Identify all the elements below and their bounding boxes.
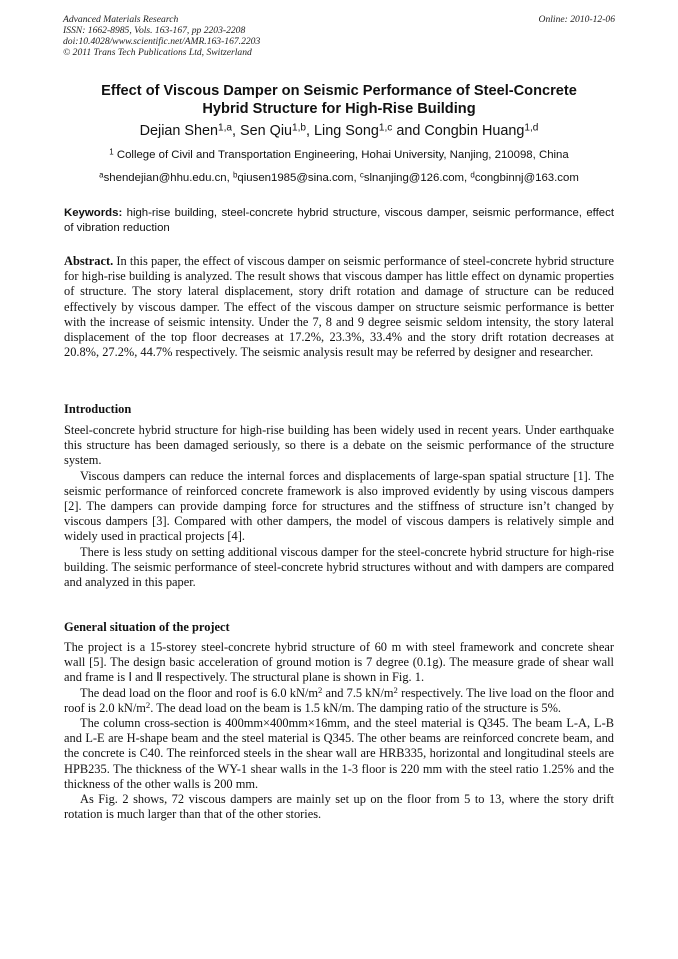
email-superscript: c: [359, 170, 364, 180]
email-address[interactable]: shendejian@hhu.edu.cn: [103, 172, 227, 184]
paragraph: There is less study on setting additional viscous damper for the steel-concrete hybrid structure for high-rise building. The seismic performance of steel-concrete hybrid structures without and with dampers are compared and analyzed in this paper.: [64, 544, 614, 590]
email-superscript: b: [232, 170, 238, 180]
introduction-heading: Introduction: [64, 402, 132, 416]
title-line-1: Effect of Viscous Damper on Seismic Performance of Steel-Concrete: [101, 83, 577, 99]
email-separator: ,: [464, 172, 471, 184]
unit-superscript: 2: [318, 684, 323, 695]
keywords-label: Keywords:: [64, 207, 123, 219]
keywords-block: [64, 206, 614, 236]
load-paragraph: [64, 686, 614, 716]
general-situation-heading: General situation of the project: [64, 620, 230, 634]
abstract-label: Abstract.: [64, 254, 114, 268]
issn-line: ISSN: 1662-8985, Vols. 163-167, pp 2203-2208: [63, 25, 246, 36]
paragraph: The project is a 15-storey steel-concrete hybrid structure of 60 m with steel framework and concrete shear wall [5]. The design basic acceleration of ground motion is 7 degree (0.1g). The measure grade of shear wall and frame is Ⅰ and Ⅱ respectively. The structural plane is shown in Fig. 1.: [64, 640, 614, 685]
email-address[interactable]: qiusen1985@sina.com: [237, 172, 354, 184]
online-date: Online: 2010-12-06: [538, 14, 615, 25]
author-name: Sen Qiu: [240, 123, 293, 139]
unit-superscript: 2: [145, 699, 151, 710]
text-run: and 7.5 kN/m: [322, 685, 394, 700]
author-superscript: 1,c: [378, 122, 393, 134]
email-address[interactable]: slnanjing@126.com: [363, 172, 465, 184]
email-address[interactable]: congbinnj@163.com: [474, 172, 579, 184]
paragraph: Steel-concrete hybrid structure for high-rise building has been widely used in recent years. Under earthquake this structure has been damaged seriously, so there is a debate on the seismic performance of the structure system.: [64, 423, 614, 468]
affiliation-superscript: 1: [109, 147, 114, 157]
text-run: . The dead load on the beam is 1.5 kN/m. The damping ratio of the structure is 5%.: [150, 700, 561, 715]
email-separator: ,: [353, 172, 360, 184]
author-name: Dejian Shen: [139, 123, 219, 139]
email-superscript: d: [470, 170, 475, 180]
journal-name: Advanced Materials Research: [63, 14, 179, 25]
paragraph: The column cross-section is 400mm×400mm×16mm, and the steel material is Q345. The beam L-A, L-B and L-E are H-shape beam and the steel material is Q345. The other beams are reinforced concrete beam, and the concrete is C40. The reinforced steels in the shear wall are HRB335, horizontal and longitudinal steels are HPB235. The thickness of the WY-1 shear walls in the 1-3 floor is 220 mm with the steel ratio 1.25% and the thickness of the other walls is 200 mm.: [64, 716, 614, 791]
unit-superscript: 2: [393, 684, 398, 695]
author-name: Congbin Huang: [424, 123, 525, 139]
email-list: [60, 171, 618, 186]
journal-header: [63, 14, 260, 58]
abstract-block: [64, 254, 614, 360]
affiliation-text: College of Civil and Transportation Engineering, Hohai University, Nanjing, 210098, China: [113, 149, 569, 161]
doi-line[interactable]: doi:10.4028/www.scientific.net/AMR.163-167.2203: [63, 36, 261, 47]
copyright-line: © 2011 Trans Tech Publications Ltd, Switzerland: [63, 47, 252, 58]
email-superscript: a: [99, 170, 104, 180]
author-superscript: 1,a: [218, 122, 233, 134]
paper-title: [60, 82, 618, 118]
author-separator: ,: [232, 123, 241, 139]
affiliation: [60, 148, 618, 163]
title-line-2: Hybrid Structure for High-Rise Building: [202, 101, 476, 117]
author-superscript: 1,d: [524, 122, 539, 134]
author-list: [60, 122, 618, 140]
author-separator: and: [392, 123, 425, 139]
paragraph: As Fig. 2 shows, 72 viscous dampers are mainly set up on the floor from 5 to 13, where the story drift rotation is much larger than that of the other stories.: [64, 792, 614, 822]
email-separator: ,: [226, 172, 233, 184]
paragraph: Viscous dampers can reduce the internal forces and displacements of large-span spatial structure [1]. The seismic performance of reinforced concrete framework is also improved evidently by using viscous dampers [2]. The dampers can provide damping force for structures and the stiffness of structure isn’t changed by viscous dampers [3]. Compared with other dampers, the model of viscous dampers is relatively simple and widely used in practical projects [4].: [64, 468, 614, 544]
abstract-text: In this paper, the effect of viscous damper on seismic performance of steel-concrete hybrid structure for high-rise building is analyzed. The result shows that viscous damper has little effect on dynamic properties of structure. The story lateral displacement, story drift rotation and damage of structure can be reduced effectively by viscous damper. The effect of the viscous damper on structure seismic performance is better with the increase of seismic intensity. Under the 7, 8 and 9 degree seismic seldom intensity, the story lateral displacement of the top floor decreases at 17.2%, 23.3%, 33.4% and the story drift rotation decreases at 20.8%, 27.2%, 44.7% respectively. The seismic analysis result may be referred by designer and researcher.: [64, 254, 614, 360]
keywords-text: high-rise building, steel-concrete hybrid structure, viscous damper, seismic performance, effect of vibration reduction: [64, 207, 614, 234]
text-run: The dead load on the floor and roof is 6.0 kN/m: [80, 685, 319, 700]
text-run: respectively. The live load on the floor and roof is 2.0 kN/m: [64, 685, 615, 715]
general-situation-body: [64, 640, 614, 822]
author-name: Ling Song: [314, 123, 379, 139]
author-superscript: 1,b: [292, 122, 307, 134]
introduction-body: [64, 423, 614, 590]
author-separator: ,: [306, 123, 315, 139]
